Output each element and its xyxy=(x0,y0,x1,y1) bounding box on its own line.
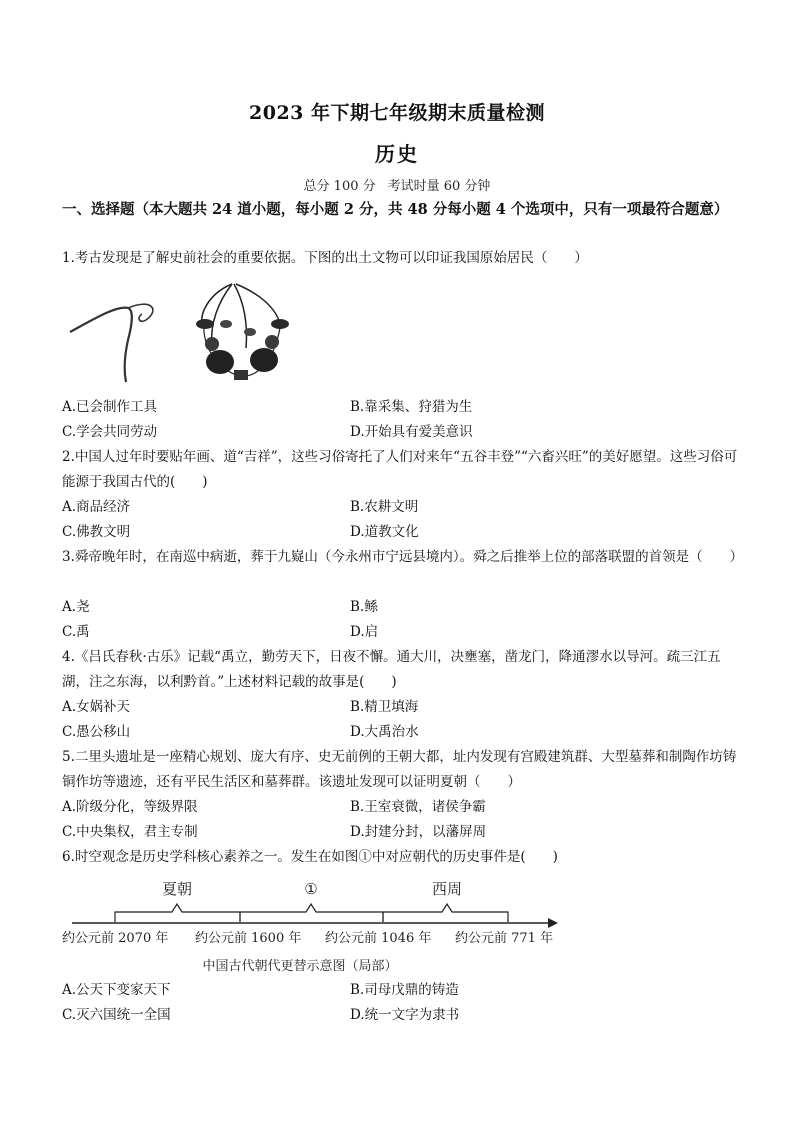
q6-option-d[interactable]: D.统一文字为隶书 xyxy=(350,1007,460,1023)
q2-option-a[interactable]: A.商品经济 xyxy=(62,499,131,515)
dynasty-timeline xyxy=(62,872,572,982)
date-label-1600: 约公元前 1600 年 xyxy=(195,931,302,946)
timeline-arrow-icon xyxy=(548,918,558,928)
total-score: 总分 100 分 xyxy=(303,179,376,194)
question-6-stem: 6.时空观念是历史学科核心素养之一。发生在如图①中对应朝代的历史事件是( ) xyxy=(62,849,558,865)
question-2-options-row-1 xyxy=(62,495,738,520)
q4-option-c[interactable]: C.愚公移山 xyxy=(62,724,131,740)
period-label-1: ① xyxy=(304,880,318,898)
q1-option-a[interactable]: A.已会制作工具 xyxy=(62,399,158,415)
question-6-options-row-2 xyxy=(62,1003,738,1028)
q2-option-d[interactable]: D.道教文化 xyxy=(350,524,419,540)
question-1-stem: 1.考古发现是了解史前社会的重要依据。下图的出土文物可以印证我国原始居民（ ） xyxy=(62,250,588,266)
q1-option-b[interactable]: B.靠采集、狩猎为生 xyxy=(350,399,473,415)
brace-xia xyxy=(115,904,240,922)
bone-needle-icon xyxy=(70,308,132,382)
q5-option-a[interactable]: A.阶级分化，等级界限 xyxy=(62,799,198,815)
q3-option-b[interactable]: B.鲧 xyxy=(350,599,378,615)
question-3-options-row-1 xyxy=(62,595,738,620)
necklace-icon xyxy=(196,284,289,380)
timeline-caption: 中国古代朝代更替示意图（局部） xyxy=(202,959,398,974)
question-1-options-row-2 xyxy=(62,420,738,445)
question-2-stem: 2.中国人过年时要贴年画、道“吉祥”，这些习俗寄托了人们对来年“五谷丰登”“六畜兴旺”的美好愿望。这些习俗可能源于我国古代的( ) xyxy=(62,449,738,490)
date-label-1046: 约公元前 1046 年 xyxy=(325,931,432,946)
question-4-stem: 4.《吕氏春秋·古乐》记载“禹立，勤劳天下，日夜不懈。通大川，决壅塞，凿龙门，降通漻水以导河。疏三江五湖，注之东海，以利黔首。”上述材料记载的故事是( ) xyxy=(62,649,721,690)
q3-option-d[interactable]: D.启 xyxy=(350,624,379,640)
q6-option-a[interactable]: A.公天下变家天下 xyxy=(62,982,171,998)
q2-option-b[interactable]: B.农耕文明 xyxy=(350,499,419,515)
question-4-options-row-1 xyxy=(62,695,738,720)
question-4-options-row-2 xyxy=(62,720,738,745)
q2-option-c[interactable]: C.佛教文明 xyxy=(62,524,131,540)
question-1-options-row-1 xyxy=(62,395,738,420)
q5-option-d[interactable]: D.封建分封，以藩屏周 xyxy=(350,824,487,840)
exam-title: 2023 年下期七年级期末质量检测 xyxy=(249,102,545,124)
exam-subject: 历史 xyxy=(375,142,419,166)
q6-option-b[interactable]: B.司母戊鼎的铸造 xyxy=(350,982,459,998)
q1-option-c[interactable]: C.学会共同劳动 xyxy=(62,424,158,440)
question-2-options-row-2 xyxy=(62,520,738,545)
q3-option-a[interactable]: A.尧 xyxy=(62,599,90,615)
q5-option-c[interactable]: C.中央集权，君主专制 xyxy=(62,824,198,840)
question-3-options-row-2 xyxy=(62,620,738,645)
time-limit: 考试时量 60 分钟 xyxy=(387,179,491,194)
brace-xizhou xyxy=(383,904,508,922)
question-5-options-row-1 xyxy=(62,795,738,820)
question-5-stem: 5.二里头遗址是一座精心规划、庞大有序、史无前例的王朝大都，址内发现有宫殿建筑群、大型墓葬和制陶作坊铸铜作坊等遗迹，还有平民生活区和墓葬群。该遗址发现可以证明夏朝（ ） xyxy=(62,749,737,790)
brace-1 xyxy=(240,904,383,922)
date-label-771: 约公元前 771 年 xyxy=(455,931,554,946)
q6-option-c[interactable]: C.灭六国统一全国 xyxy=(62,1007,171,1023)
question-3-stem: 3.舜帝晚年时，在南巡中病逝，葬于九嶷山（今永州市宁远县境内）。舜之后推举上位的部落联盟的首领是（ ） xyxy=(62,549,744,565)
section-heading: 一、选择题（本大题共 24 道小题，每小题 2 分，共 48 分每小题 4 个选项中，只有一项最符合题意） xyxy=(62,201,729,218)
q3-option-c[interactable]: C.禹 xyxy=(62,624,90,640)
exam-meta xyxy=(0,175,794,194)
artifact-image xyxy=(62,280,304,390)
q1-option-d[interactable]: D.开始具有爱美意识 xyxy=(350,424,473,440)
q4-option-b[interactable]: B.精卫填海 xyxy=(350,699,419,715)
question-6-options-row-1 xyxy=(62,978,738,1003)
period-label-xizhou: 西周 xyxy=(431,880,463,898)
q4-option-d[interactable]: D.大禹治水 xyxy=(350,724,419,740)
q4-option-a[interactable]: A.女娲补天 xyxy=(62,699,131,715)
date-label-2070: 约公元前 2070 年 xyxy=(62,931,169,946)
q5-option-b[interactable]: B.王室衰微，诸侯争霸 xyxy=(350,799,486,815)
question-5-options-row-2 xyxy=(62,820,738,845)
period-label-xia: 夏朝 xyxy=(161,880,193,898)
